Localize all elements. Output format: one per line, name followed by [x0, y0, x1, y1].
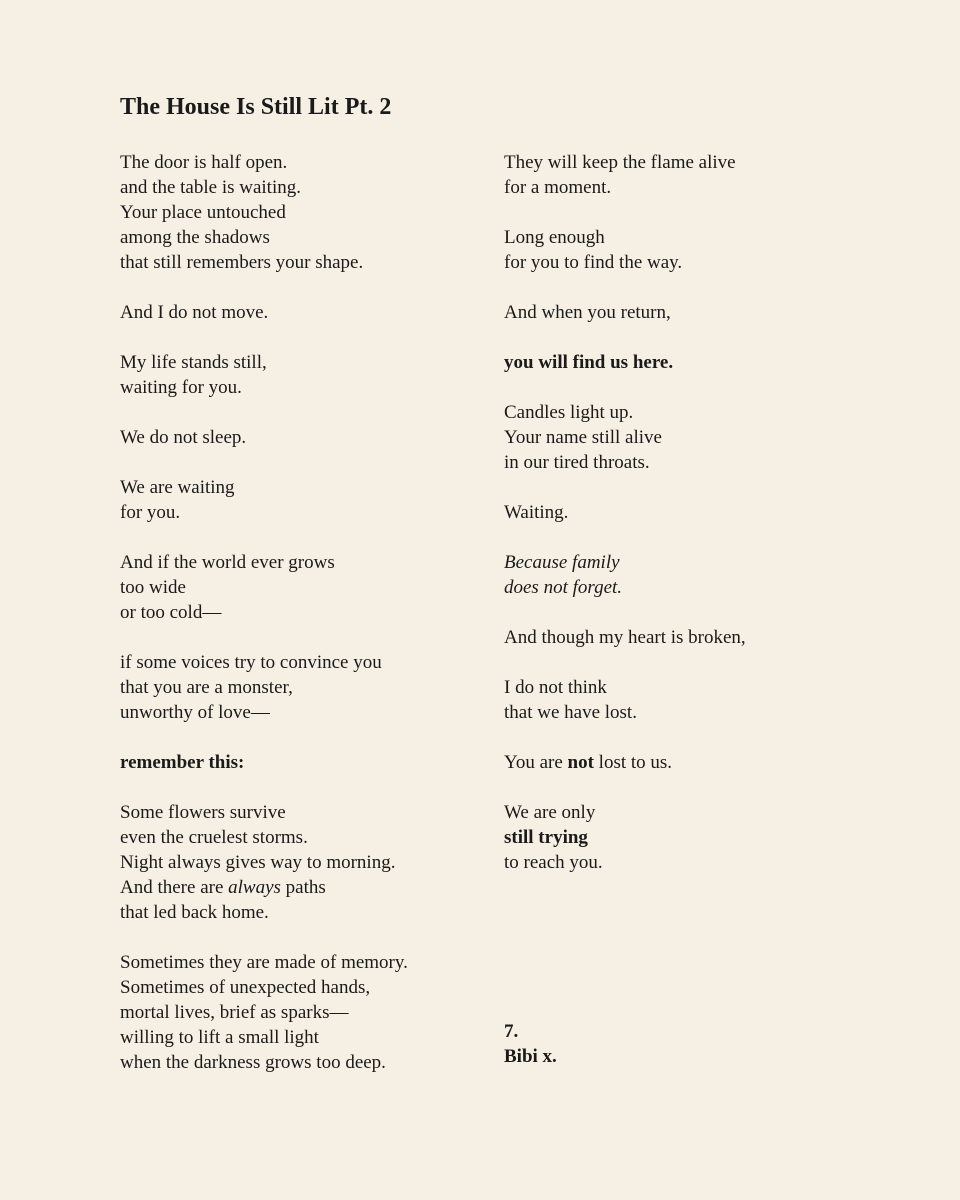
poem-line: willing to lift a small light: [120, 1027, 319, 1048]
stanza-break: [120, 400, 490, 425]
stanza-break: [120, 325, 490, 350]
poem-line: Waiting.: [504, 502, 569, 523]
poem-line: to reach you.: [504, 852, 603, 873]
stanza-break: [504, 375, 924, 400]
poem-line-italic: does not forget.: [504, 577, 623, 598]
poem-text: You are: [504, 752, 568, 773]
poem-text: And there are: [120, 877, 229, 898]
poem-line: if some voices try to convince you: [120, 652, 382, 673]
stanza-break: [120, 450, 490, 475]
stanza-break: [504, 525, 924, 550]
poem-line: Some flowers survive: [120, 802, 286, 823]
poem-line-italic: Because family: [504, 552, 620, 573]
poem-line-bold: still trying: [504, 827, 588, 848]
signature-block: [504, 1019, 557, 1069]
author-signature: Bibi x.: [504, 1046, 557, 1067]
stanza-break: [120, 525, 490, 550]
poem-line: in our tired throats.: [504, 452, 650, 473]
poem-line: waiting for you.: [120, 377, 242, 398]
poem-line: even the cruelest storms.: [120, 827, 308, 848]
stanza-break: [504, 200, 924, 225]
poem-line: My life stands still,: [120, 352, 267, 373]
poem-line: for you.: [120, 502, 181, 523]
stanza-break: [504, 325, 924, 350]
poem-line: and the table is waiting.: [120, 177, 301, 198]
poem-line: Sometimes they are made of memory.: [120, 952, 408, 973]
poem-line: for you to find the way.: [504, 252, 683, 273]
poem-line: Candles light up.: [504, 402, 634, 423]
poem-line: Your place untouched: [120, 202, 286, 223]
poem-line: They will keep the flame alive: [504, 152, 736, 173]
stanza-break: [120, 925, 490, 950]
poem-line: And I do not move.: [120, 302, 269, 323]
stanza-break: [120, 625, 490, 650]
poem-line: Sometimes of unexpected hands,: [120, 977, 371, 998]
poem-line-bold: remember this:: [120, 752, 245, 773]
poem-text: lost to us.: [593, 752, 673, 773]
stanza-break: [504, 275, 924, 300]
poem-emphasis-italic: always: [228, 877, 281, 898]
poem-emphasis-bold: not: [567, 752, 594, 773]
poem-line: among the shadows: [120, 227, 270, 248]
poem-line: And though my heart is broken,: [504, 627, 746, 648]
poem-line: Your name still alive: [504, 427, 662, 448]
poem-line: mortal lives, brief as sparks—: [120, 1002, 349, 1023]
poem-line: that led back home.: [120, 902, 269, 923]
stanza-break: [504, 650, 924, 675]
poem-line: We do not sleep.: [120, 427, 247, 448]
poem-line: And if the world ever grows: [120, 552, 335, 573]
stanza-break: [504, 725, 924, 750]
poem-line: when the darkness grows too deep.: [120, 1052, 386, 1073]
poem-line: We are waiting: [120, 477, 235, 498]
poem-number: 7.: [504, 1021, 519, 1042]
poem-line: for a moment.: [504, 177, 612, 198]
poem-text: paths: [280, 877, 326, 898]
poem-line: that you are a monster,: [120, 677, 293, 698]
stanza-break: [504, 475, 924, 500]
poem-line: We are only: [504, 802, 596, 823]
poem-line: too wide: [120, 577, 186, 598]
poem-line: unworthy of love—: [120, 702, 270, 723]
poem-line: I do not think: [504, 677, 607, 698]
poem-line: And when you return,: [504, 302, 671, 323]
poem-line: Night always gives way to morning.: [120, 852, 396, 873]
poem-right-column: [504, 150, 924, 875]
stanza-break: [504, 775, 924, 800]
stanza-break: [120, 775, 490, 800]
poem-title: The House Is Still Lit Pt. 2: [120, 94, 392, 120]
poem-line-bold: you will find us here.: [504, 352, 674, 373]
poem-line: [504, 750, 924, 775]
poem-left-column: [120, 150, 490, 1075]
poem-line: The door is half open.: [120, 152, 288, 173]
poem-line: or too cold—: [120, 602, 222, 623]
stanza-break: [120, 725, 490, 750]
poem-line: that we have lost.: [504, 702, 637, 723]
stanza-break: [504, 600, 924, 625]
stanza-break: [120, 275, 490, 300]
poem-line: Long enough: [504, 227, 605, 248]
poem-line: that still remembers your shape.: [120, 252, 364, 273]
poem-line: [120, 875, 490, 900]
